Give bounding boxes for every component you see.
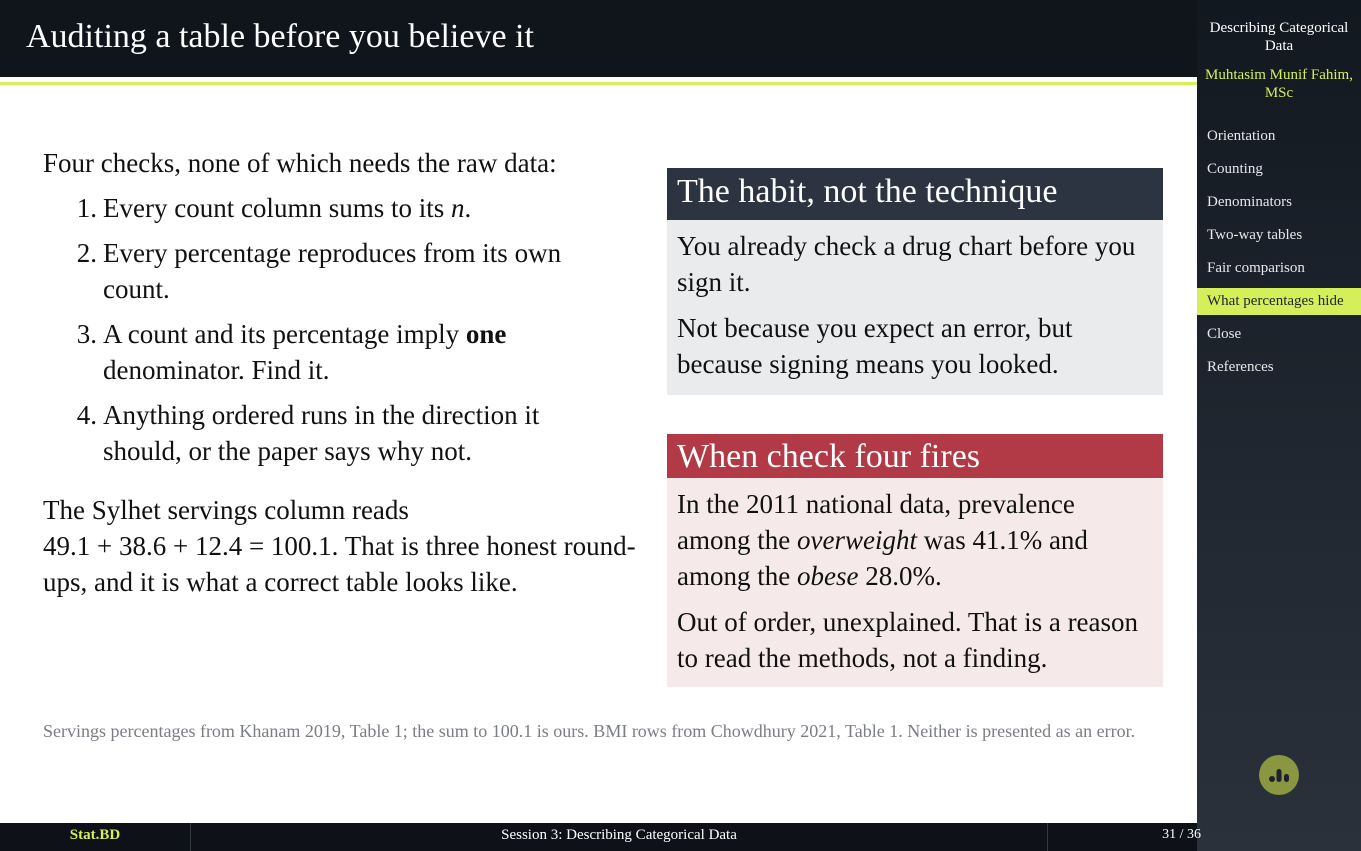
check-item-2 <box>43 235 603 307</box>
sidebar-item-orientation[interactable]: Orientation <box>1207 128 1276 144</box>
sources-note: Servings percentages from Khanam 2019, Table 1; the sum to 100.1 is ours. BMI rows from Chowdhury 2021, Table 1. Neither is presented as an error. <box>43 721 1136 741</box>
footer-page-number: 31 / 36 <box>1162 827 1201 842</box>
footer-brand: Stat.BD <box>0 823 191 851</box>
bar-chart-logo-icon[interactable] <box>1259 755 1299 795</box>
check-item-3 <box>43 316 603 388</box>
habit-callout-box <box>667 168 1163 395</box>
check-text: A count and its percentage imply <box>103 319 466 349</box>
sidebar-item-fair-comparison[interactable]: Fair comparison <box>1207 260 1305 276</box>
sidebar-item-close[interactable]: Close <box>1207 326 1242 342</box>
check-text-end: . <box>464 193 472 223</box>
title-accent-line <box>0 82 1197 85</box>
sylhet-text: The Sylhet servings column reads <box>43 495 409 525</box>
sidebar-course-title[interactable]: Describing Categorical Data <box>1209 20 1349 54</box>
check-number: 1. <box>76 193 97 223</box>
habit-paragraph-1: You already check a drug chart before you sign it. <box>677 231 1136 297</box>
sidebar-item-denominators[interactable]: Denominators <box>1207 194 1292 210</box>
check-four-text: was 41.1% and among the <box>677 525 1088 591</box>
check-four-emphasis: obese <box>796 561 859 591</box>
slide-title: Auditing a table before you believe it <box>26 18 534 55</box>
sylhet-equation: 49.1 + 38.6 + 12.4 = 100.1. <box>43 531 339 561</box>
habit-callout-body <box>667 220 1163 395</box>
check-four-callout-body <box>667 478 1163 687</box>
check-four-callout-box <box>667 434 1163 687</box>
sidebar-item-two-way-tables[interactable]: Two-way tables <box>1207 227 1303 243</box>
sylhet-text-end: That is three honest round-ups, and it is what a correct table looks like. <box>43 531 636 597</box>
check-four-callout-heading: When check four fires <box>667 434 1163 478</box>
check-item-1 <box>43 190 603 226</box>
checks-list <box>43 190 603 478</box>
footer-bar <box>0 823 1201 851</box>
check-four-paragraph-1 <box>677 486 1153 594</box>
check-number: 3. <box>76 319 97 349</box>
check-text: Anything ordered runs in the direction it should, or the paper says why not. <box>103 400 540 466</box>
slide-title-bar <box>0 0 1197 77</box>
check-four-paragraph-2: Out of order, unexplained. That is a reason to read the methods, not a finding. <box>677 607 1139 673</box>
check-number: 4. <box>76 400 97 430</box>
check-text: Every count column sums to its <box>103 193 451 223</box>
check-emphasis: n <box>450 193 465 223</box>
habit-callout-heading: The habit, not the technique <box>667 168 1163 220</box>
sidebar-nav <box>1197 120 1361 384</box>
check-four-emphasis: overweight <box>796 525 917 555</box>
sidebar <box>1197 0 1361 851</box>
check-item-4 <box>43 397 603 469</box>
check-four-text: 28.0%. <box>858 561 942 591</box>
check-text-end: denominator. Find it. <box>103 355 330 385</box>
check-number: 2. <box>76 238 97 268</box>
check-strong: one <box>465 319 507 349</box>
footer-session-title: Session 3: Describing Categorical Data <box>191 823 1048 851</box>
check-text: Every percentage reproduces from its own count. <box>103 238 562 304</box>
habit-paragraph-2: Not because you expect an error, but because signing means you looked. <box>677 313 1073 379</box>
sidebar-item-references[interactable]: References <box>1207 359 1274 375</box>
sylhet-paragraph <box>43 492 643 600</box>
sidebar-author: Muhtasim Munif Fahim, MSc <box>1205 67 1353 101</box>
sidebar-item-what-percentages-hide[interactable]: What percentages hide <box>1197 288 1361 315</box>
checks-intro: Four checks, none of which needs the raw data: <box>43 148 557 178</box>
sidebar-item-counting[interactable]: Counting <box>1207 161 1263 177</box>
check-four-text: In the 2011 national data, prevalence among the <box>677 489 1075 555</box>
